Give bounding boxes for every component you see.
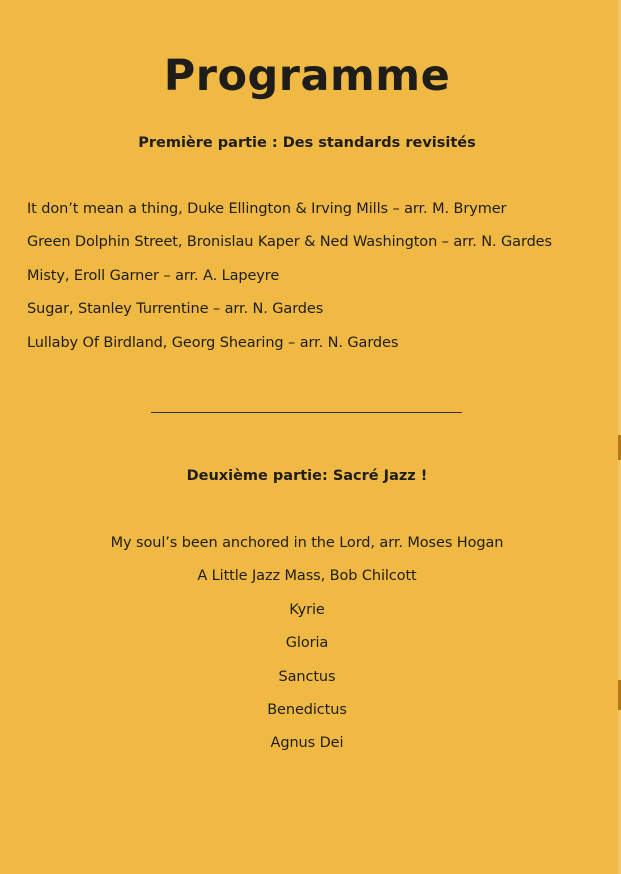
list-item: Green Dolphin Street, Bronislau Kaper & Ned Washington – arr. N. Gardes — [27, 234, 552, 251]
list-item: Benedictus — [267, 701, 347, 718]
list-item: A Little Jazz Mass, Bob Chilcott — [197, 568, 417, 585]
part1-heading: Première partie : Des standards revisités — [138, 135, 476, 151]
list-item: Kyrie — [289, 601, 325, 618]
part1-list — [27, 199, 552, 366]
part2-list — [0, 533, 614, 767]
list-item: Gloria — [285, 635, 329, 652]
page-title: Programme — [163, 51, 451, 101]
list-item: Misty, Eroll Garner – arr. A. Lapeyre — [27, 267, 280, 284]
list-item: Lullaby Of Birdland, Georg Shearing – arr. N. Gardes — [27, 334, 399, 351]
section-divider — [151, 412, 462, 413]
list-item: Agnus Dei — [270, 735, 344, 752]
list-item: My soul’s been anchored in the Lord, arr. Moses Hogan — [110, 535, 504, 551]
part2-heading: Deuxième partie: Sacré Jazz ! — [186, 468, 428, 484]
list-item: Sanctus — [278, 668, 336, 685]
list-item: It don’t mean a thing, Duke Ellington & Irving Mills – arr. M. Brymer — [27, 201, 507, 217]
list-item: Sugar, Stanley Turrentine – arr. N. Gardes — [27, 301, 324, 318]
